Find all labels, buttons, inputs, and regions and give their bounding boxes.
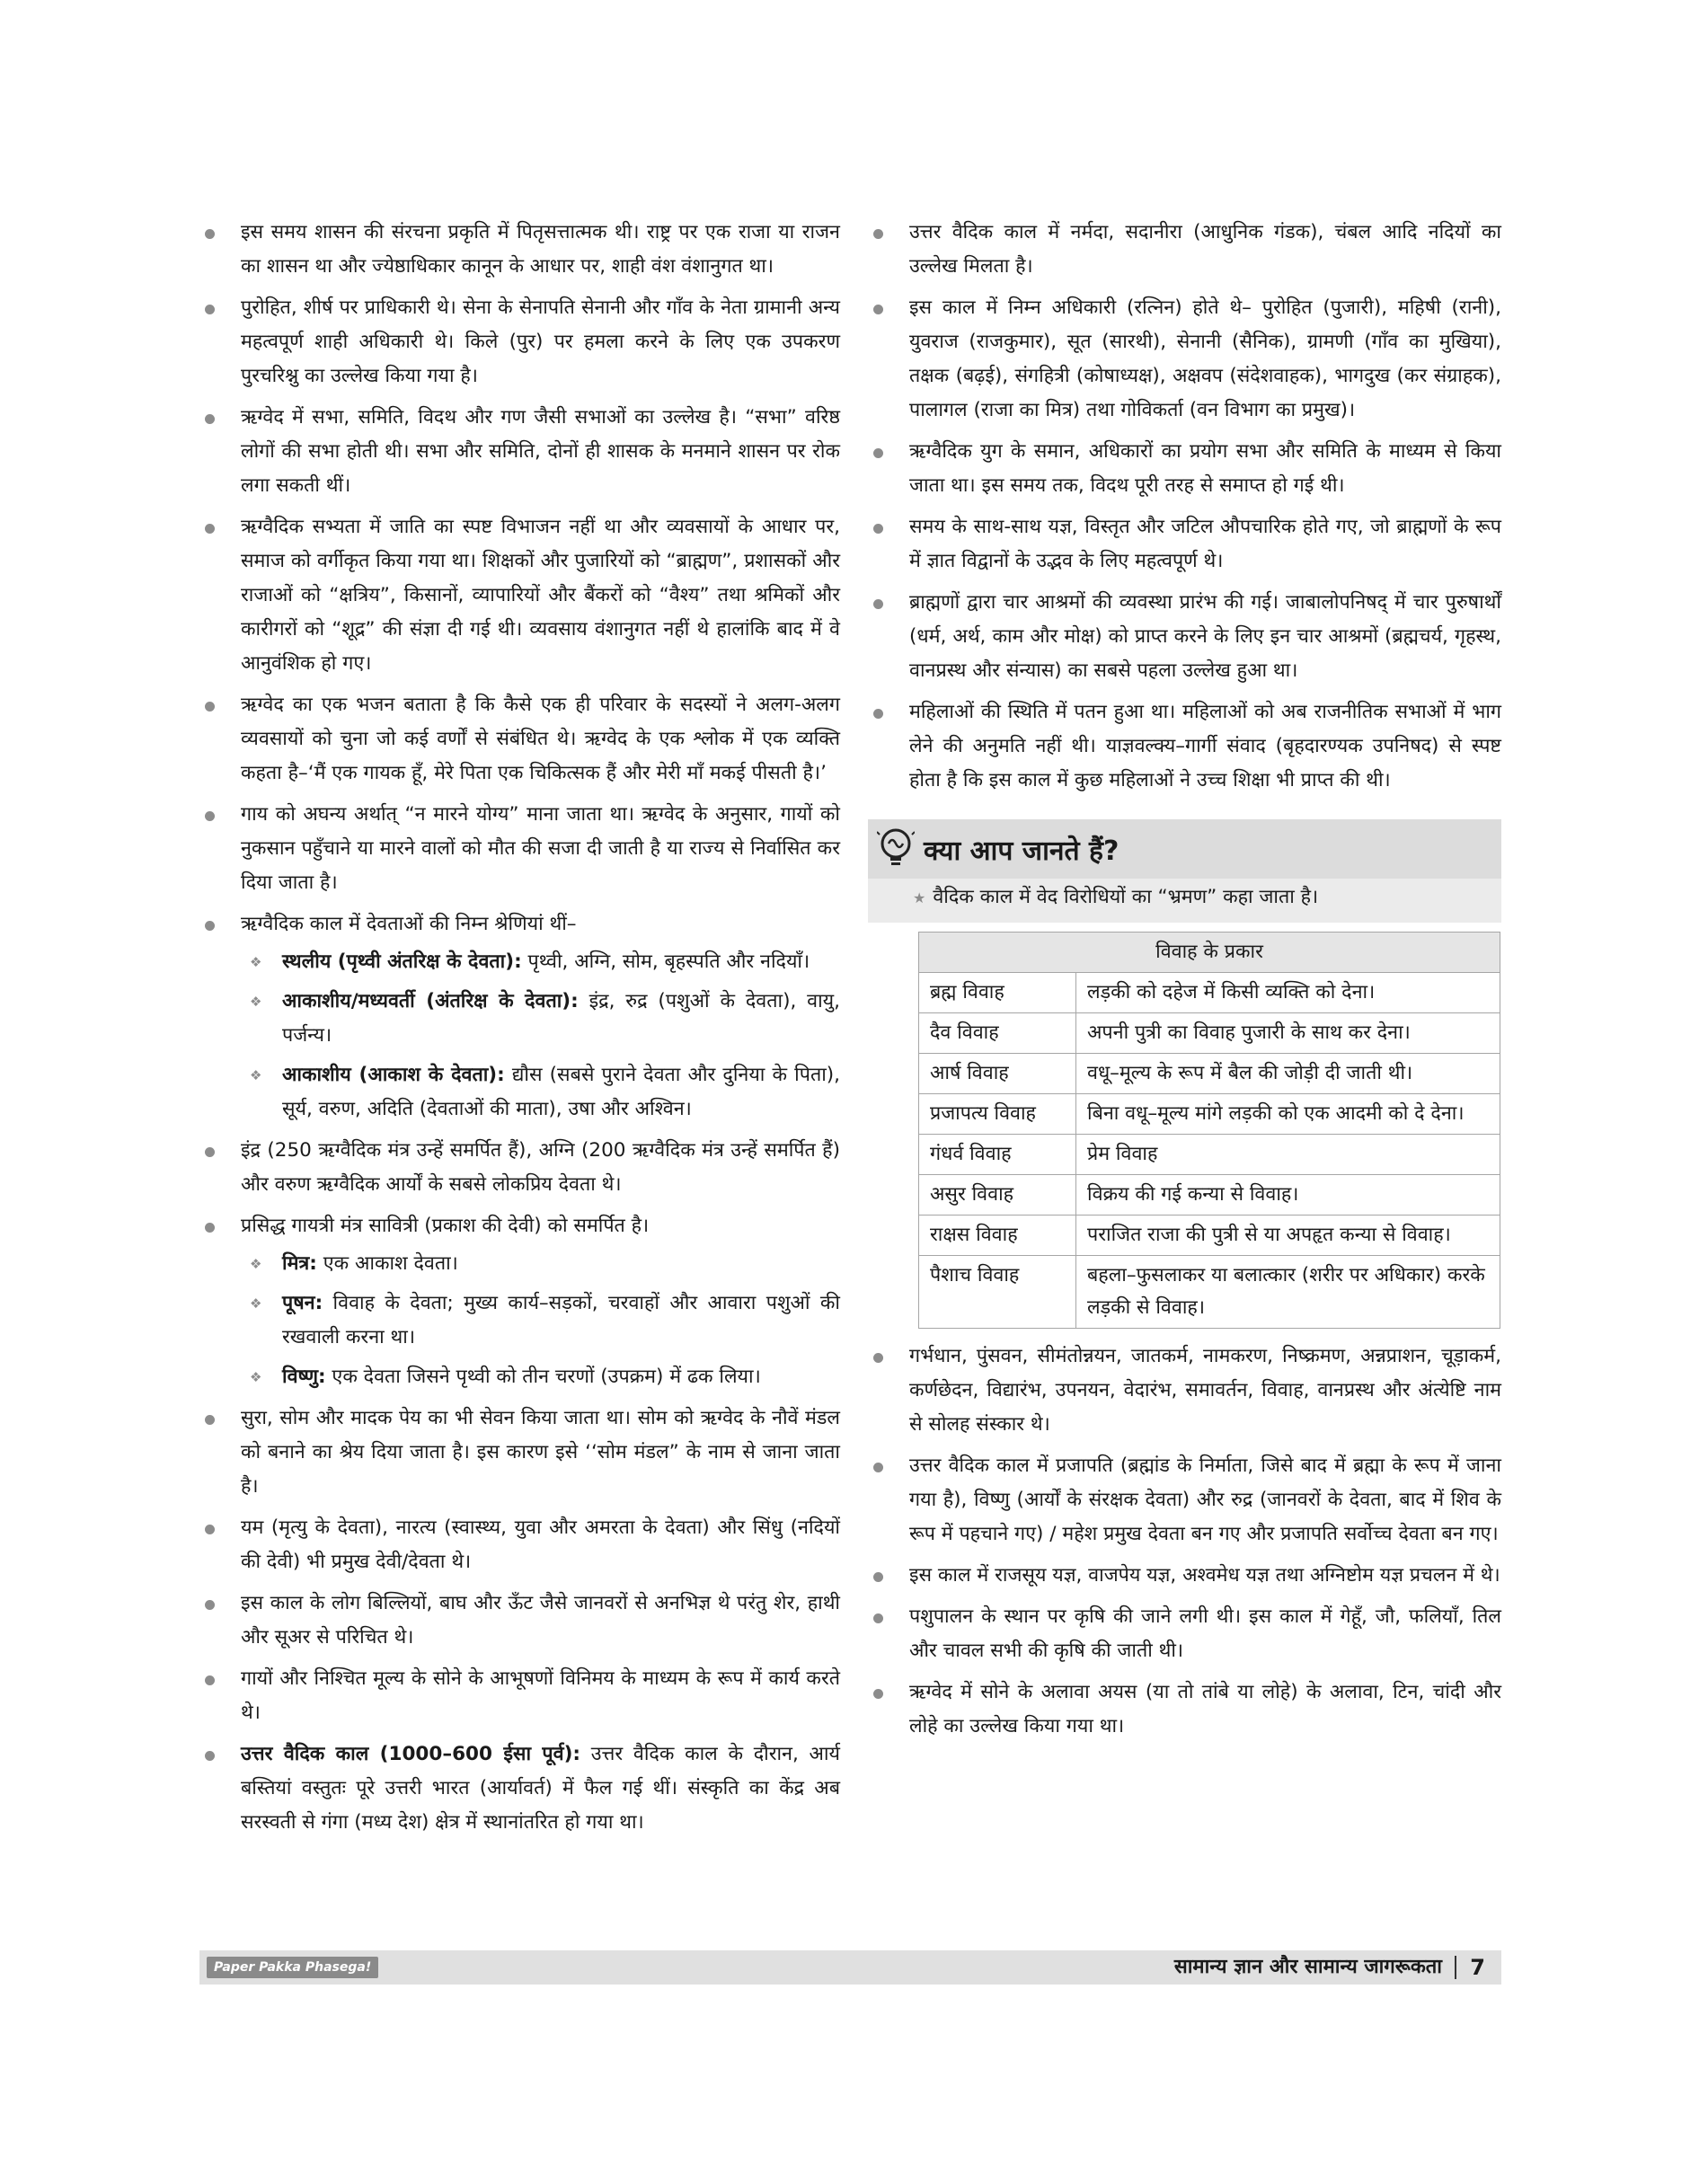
left-bullet-list — [199, 216, 840, 1840]
list-item: गर्भधान, पुंसवन, सीमंतोन्नयन, जातकर्म, नामकरण, निष्क्रमण, अन्नप्राशन, चूड़ाकर्म, कर्णछेदन, विद्यारंभ, उपनयन, वेदारंभ, समावर्तन, विवाह, वानप्रस्थ और अंत्येष्टि नाम से सोलह संस्कार थे। — [868, 1339, 1501, 1442]
list-item: इस काल में राजसूय यज्ञ, वाजपेय यज्ञ, अश्वमेध यज्ञ तथा अग्निष्टोम यज्ञ प्रचलन में थे। — [868, 1559, 1501, 1593]
right-bullet-list-top — [868, 216, 1501, 798]
list-item: समय के साथ-साथ यज्ञ, विस्तृत और जटिल औपचारिक होते गए, जो ब्राह्मणों के रूप में ज्ञात विद्वानों के उद्भव के लिए महत्वपूर्ण थे। — [868, 510, 1501, 579]
book-title: सामान्य ज्ञान और सामान्य जागरूकता — [1173, 1956, 1442, 1978]
list-item: यम (मृत्यु के देवता), नारत्य (स्वास्थ्य, युवा और अमरता के देवता) और सिंधु (नदियों की देवी) भी प्रमुख देवी/देवता थे। — [199, 1511, 840, 1579]
footer-divider — [1455, 1956, 1456, 1979]
sub-list-item: ❖ विष्णु: एक देवता जिसने पृथ्वी को तीन चरणों (उपक्रम) में ढक लिया। — [250, 1366, 761, 1388]
bullet-icon — [205, 229, 215, 239]
bullet-icon — [873, 1689, 883, 1699]
bullet-icon — [205, 524, 215, 534]
bullet-icon — [873, 524, 883, 534]
list-item: ऋग्वेद में सोने के अलावा अयस (या तो तांबे या लोहे) के अलावा, टिन, चांदी और लोहे का उल्लेख किया गया था। — [868, 1675, 1501, 1744]
sub-list-item: ❖ आकाशीय/मध्यवर्ती (अंतरिक्ष के देवता): इंद्र, रुद्र (पशुओं के देवता), वायु, पर्जन्य। — [250, 990, 840, 1047]
table-row: दैव विवाह अपनी पुत्री का विवाह पुजारी के साथ कर देना। — [919, 1013, 1500, 1054]
bullet-icon — [205, 1415, 215, 1425]
table-row: राक्षस विवाह पराजित राजा की पुत्री से या अपहृत कन्या से विवाह। — [919, 1216, 1500, 1256]
bullet-icon — [873, 448, 883, 458]
sub-list — [241, 1247, 840, 1394]
list-item: पशुपालन के स्थान पर कृषि की जाने लगी थी। इस काल में गेहूँ, जौ, फलियाँ, तिल और चावल सभी की कृषि की जाती थी। — [868, 1600, 1501, 1668]
sub-list-item: ❖ मित्र: एक आकाश देवता। — [250, 1252, 458, 1275]
diamond-bullet-icon: ❖ — [250, 994, 262, 1010]
sub-list-item: ❖ आकाशीय (आकाश के देवता): द्यौस (सबसे पुराने देवता और दुनिया के पिता), सूर्य, वरुण, अदिति (देवताओं की माता), उषा और अश्विन। — [250, 1064, 840, 1120]
did-you-know-title: क्या आप जानते हैं? — [924, 835, 1119, 867]
bullet-icon — [873, 709, 883, 719]
bullet-icon — [205, 1525, 215, 1534]
list-item: ऋग्वैदिक काल में देवताओं की निम्न श्रेणियां थीं– ❖ स्थलीय (पृथ्वी अंतरिक्ष के देवता): पृथ्वी, अग्नि, सोम, बृहस्पति और नदियाँ। ❖ आकाशीय/मध्यवर्ती (अंतरिक्ष के देवता): इंद्र, रुद्र (पशुओं के देवता), वायु, पर्जन्य। ❖ आकाशीय (आकाश के देवता): द्यौस (सबसे पुराने देवता और दुनिया के पिता), सूर्य, वरुण, अदिति (देवताओं की माता), उषा और अश्विन। — [199, 907, 840, 1127]
bullet-icon — [205, 414, 215, 424]
list-item: महिलाओं की स्थिति में पतन हुआ था। महिलाओं को अब राजनीतिक सभाओं में भाग लेने की अनुमति नहीं थी। याज्ञवल्क्य–गार्गी संवाद (बृहदारण्यक उपनिषद) से स्पष्ट होता है कि इस काल में कुछ महिलाओं ने उच्च शिक्षा भी प्राप्त की थी। — [868, 695, 1501, 798]
page-number: 7 — [1470, 1955, 1485, 1980]
list-item: ऋग्वेद का एक भजन बताता है कि कैसे एक ही परिवार के सदस्यों ने अलग-अलग व्यवसायों को चुना जो कई वर्णों से संबंधित थे। ऋग्वेद के एक श्लोक में एक व्यक्ति कहता है–‘मैं एक गायक हूँ, मेरे पिता एक चिकित्सक हैं और मेरी माँ मकई पीसती है।’ — [199, 688, 840, 791]
left-column — [199, 216, 840, 1847]
list-item: इंद्र (250 ऋग्वैदिक मंत्र उन्हें समर्पित हैं), अग्नि (200 ऋग्वैदिक मंत्र उन्हें समर्पित हैं) और वरुण ऋग्वैदिक आर्यों के सबसे लोकप्रिय देवता थे। — [199, 1134, 840, 1202]
bullet-icon — [205, 305, 215, 314]
bullet-icon — [205, 811, 215, 821]
bullet-icon — [873, 599, 883, 609]
bullet-icon — [873, 1463, 883, 1472]
bullet-icon — [873, 305, 883, 314]
bullet-icon — [873, 1353, 883, 1363]
right-column — [868, 216, 1501, 1751]
diamond-bullet-icon: ❖ — [250, 1067, 262, 1083]
bullet-icon — [873, 1572, 883, 1582]
sub-list — [241, 945, 840, 1127]
list-item: ऋग्वेद में सभा, समिति, विदथ और गण जैसी सभाओं का उल्लेख है। “सभा” वरिष्ठ लोगों की सभा होती थी। सभा और समिति, दोनों ही शासक के मनमाने शासन पर रोक लगा सकती थीं। — [199, 401, 840, 503]
list-item: उत्तर वैदिक काल (1000–600 ईसा पूर्व): उत्तर वैदिक काल के दौरान, आर्य बस्तियां वस्तुतः पूरे उत्तरी भारत (आर्यावर्त) में फैल गई थीं। संस्कृति का केंद्र अब सरस्वती से गंगा (मध्य देश) क्षेत्र में स्थानांतरित हो गया था। — [199, 1737, 840, 1840]
diamond-bullet-icon: ❖ — [250, 954, 262, 970]
did-you-know-body: ★ वैदिक काल में वेद विरोधियों का “भ्रमण” कहा जाता है। — [868, 879, 1501, 923]
bullet-icon — [205, 1600, 215, 1610]
bullet-icon — [205, 1147, 215, 1157]
list-item: पुरोहित, शीर्ष पर प्राधिकारी थे। सेना के सेनापति सेनानी और गाँव के नेता ग्रामानी अन्य महत्वपूर्ण शाही अधिकारी थे। किले (पुर) पर हमला करने के लिए एक उपकरण पुरचरिश्नु का उल्लेख किया गया है। — [199, 291, 840, 393]
list-item: इस समय शासन की संरचना प्रकृति में पितृसत्तात्मक थी। राष्ट्र पर एक राजा या राजन का शासन था और ज्येष्ठाधिकार कानून के आधार पर, शाही वंश वंशानुगत था। — [199, 216, 840, 284]
bullet-icon — [205, 1675, 215, 1685]
list-item: प्रसिद्ध गायत्री मंत्र सावित्री (प्रकाश की देवी) को समर्पित है। ❖ मित्र: एक आकाश देवता। ❖ पूषन: विवाह के देवता; मुख्य कार्य–सड़कों, चरवाहों और आवारा पशुओं की रखवाली करना था। ❖ विष्णु: एक देवता जिसने पृथ्वी को तीन चरणों (उपक्रम) में ढक लिया। — [199, 1209, 840, 1394]
table-header: विवाह के प्रकार — [919, 933, 1500, 973]
list-item: गायों और निश्चित मूल्य के सोने के आभूषणों विनिमय के माध्यम के रूप में कार्य करते थे। — [199, 1662, 840, 1730]
marriage-types-table — [918, 932, 1500, 1329]
star-icon: ★ — [913, 889, 926, 906]
bullet-icon — [205, 702, 215, 712]
list-item: ऋग्वैदिक युग के समान, अधिकारों का प्रयोग सभा और समिति के माध्यम से किया जाता था। इस समय तक, विदथ पूरी तरह से समाप्त हो गई थी। — [868, 435, 1501, 503]
list-item: ऋग्वैदिक सभ्यता में जाति का स्पष्ट विभाजन नहीं था और व्यवसायों के आधार पर, समाज को वर्गीकृत किया गया था। शिक्षकों और पुजारियों को “ब्राह्मण”, प्रशासकों और राजाओं को “क्षत्रिय”, किसानों, व्यापारियों और बैंकरों को “वैश्य” तथा श्रमिकों और कारीगरों को “शूद्र” की संज्ञा दी गई थी। व्यवसाय वंशानुगत नहीं थे हालांकि बाद में वे आनुवंशिक हो गए। — [199, 510, 840, 681]
bullet-icon — [873, 229, 883, 239]
diamond-bullet-icon: ❖ — [250, 1256, 262, 1272]
table-row: ब्रह्म विवाह लड़की को दहेज में किसी व्यक्ति को देना। — [919, 973, 1500, 1013]
table-row: प्रजापत्य विवाह बिना वधू–मूल्य मांगे लड़की को एक आदमी को दे देना। — [919, 1094, 1500, 1135]
table-row: असुर विवाह विक्रय की गई कन्या से विवाह। — [919, 1175, 1500, 1216]
list-item: इस काल के लोग बिल्लियों, बाघ और ऊँट जैसे जानवरों से अनभिज्ञ थे परंतु शेर, हाथी और सूअर से परिचित थे। — [199, 1587, 840, 1655]
page-footer — [199, 1950, 1501, 1985]
list-item: उत्तर वैदिक काल में प्रजापति (ब्रह्मांड के निर्माता, जिसे बाद में ब्रह्मा के रूप में जाना गया है), विष्णु (आर्यों के संरक्षक देवता) और रुद्र (जानवरों के देवता, बाद में शिव के रूप में पहचाने गए) / महेश प्रमुख देवता बन गए और प्रजापति सर्वोच्च देवता बन गए। — [868, 1449, 1501, 1551]
diamond-bullet-icon: ❖ — [250, 1295, 262, 1312]
table-row: पैशाच विवाह बहला–फुसलाकर या बलात्कार (शरीर पर अधिकार) करके लड़की से विवाह। — [919, 1256, 1500, 1329]
list-item: ब्राह्मणों द्वारा चार आश्रमों की व्यवस्था प्रारंभ की गई। जाबालोपनिषद् में चार पुरुषार्थों (धर्म, अर्थ, काम और मोक्ष) को प्राप्त करने के लिए इन चार आश्रमों (ब्रह्मचर्य, गृहस्थ, वानप्रस्थ और संन्यास) का सबसे पहला उल्लेख हुआ था। — [868, 586, 1501, 688]
lightbulb-icon — [877, 827, 915, 871]
bullet-icon — [205, 1751, 215, 1761]
right-bullet-list-bottom — [868, 1339, 1501, 1744]
bullet-icon — [205, 1223, 215, 1233]
bullet-icon — [873, 1613, 883, 1623]
list-item: गाय को अघन्य अर्थात् “न मारने योग्य” माना जाता था। ऋग्वेद के अनुसार, गायों को नुकसान पहुँचाने या मारने वालों को मौत की सजा दी जाती है या राज्य से निर्वासित कर दिया जाता है। — [199, 798, 840, 900]
list-item: सुरा, सोम और मादक पेय का भी सेवन किया जाता था। सोम को ऋग्वेद के नौवें मंडल को बनाने का श्रेय दिया जाता है। इस कारण इसे ‘‘सोम मंडल” के नाम से जाना जाता है। — [199, 1401, 840, 1504]
sub-list-item: ❖ पूषन: विवाह के देवता; मुख्य कार्य–सड़कों, चरवाहों और आवारा पशुओं की रखवाली करना था। — [250, 1292, 840, 1348]
sub-list-item: ❖ स्थलीय (पृथ्वी अंतरिक्ष के देवता): पृथ्वी, अग्नि, सोम, बृहस्पति और नदियाँ। — [250, 950, 810, 973]
publisher-logo: Paper Pakka Phasega! — [207, 1957, 378, 1978]
diamond-bullet-icon: ❖ — [250, 1369, 262, 1385]
list-item: इस काल में निम्न अधिकारी (रत्निन) होते थे– पुरोहित (पुजारी), महिषी (रानी), युवराज (राजकुमार), सूत (सारथी), सेनानी (सैनिक), ग्रामणी (गाँव का मुखिया), तक्षक (बढ़ई), संगहित्री (कोषाध्यक्ष), अक्षवप (संदेशवाहक), भागदुख (कर संग्राहक), पालागल (राजा का मित्र) तथा गोविकर्ता (वन विभाग का प्रमुख)। — [868, 291, 1501, 428]
did-you-know-header — [868, 819, 1501, 879]
table-row: गंधर्व विवाह प्रेम विवाह — [919, 1135, 1500, 1175]
table-row: आर्ष विवाह वधू–मूल्य के रूप में बैल की जोड़ी दी जाती थी। — [919, 1054, 1500, 1094]
list-item: उत्तर वैदिक काल में नर्मदा, सदानीरा (आधुनिक गंडक), चंबल आदि नदियों का उल्लेख मिलता है। — [868, 216, 1501, 284]
bullet-icon — [205, 921, 215, 931]
did-you-know-box — [868, 819, 1501, 923]
